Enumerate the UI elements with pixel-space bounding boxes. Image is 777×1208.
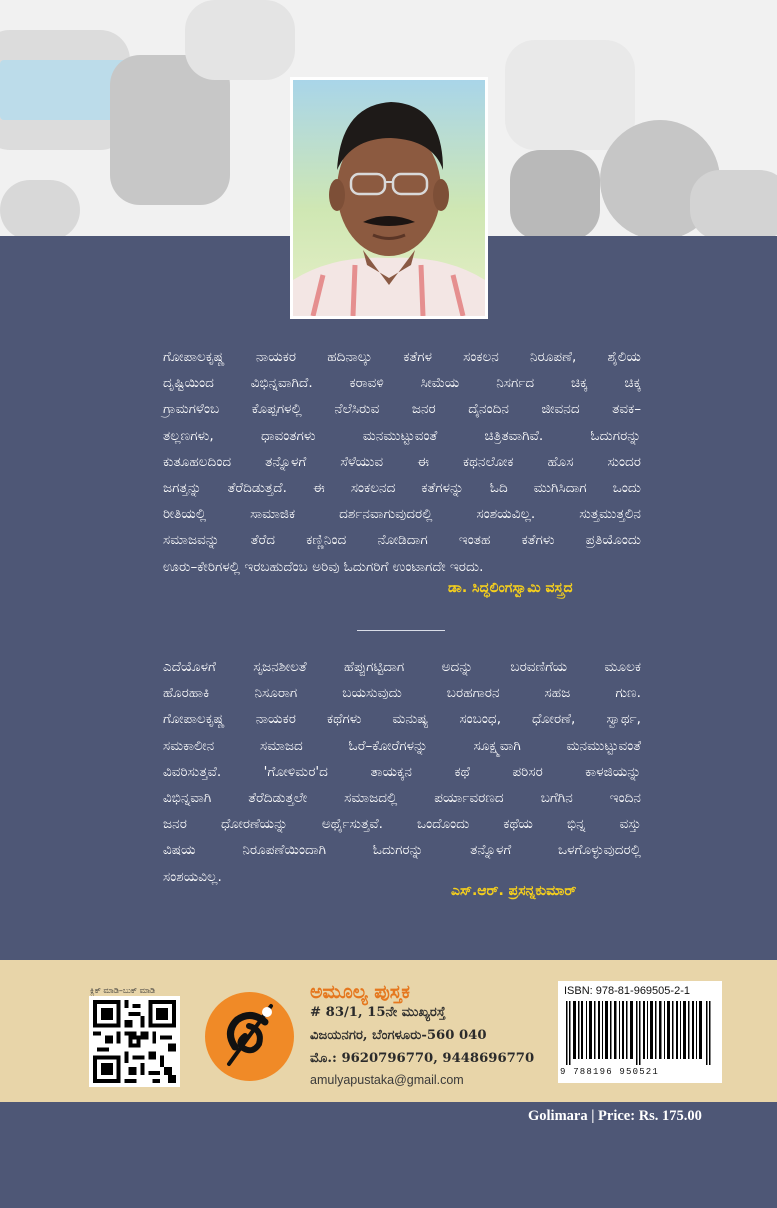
- blurb-line: ವಿವರಿಸುತ್ತವೆ. 'ಗೋಳಿಮರ'ದ ತಾಯಕ್ಕನ ಕಥೆ ಪರಿಸರ ಕಾಳಜಿಯನ್ನು: [163, 763, 641, 780]
- collage-shape: [0, 180, 80, 236]
- blurb-line: ಜಗತ್ತನ್ನು ತೆರೆದಿಡುತ್ತದೆ. ಈ ಸಂಕಲನದ ಕತೆಗಳನ್ನು ಓದಿ ಮುಗಿಸಿದಾಗ ಒಂದು: [163, 480, 641, 497]
- qr-code[interactable]: [89, 996, 180, 1087]
- blurb-line: ಹೊರಹಾಕಿ ನಿಸೂರಾಗ ಬಯಸುವುದು ಬರಹಗಾರನ ಸಹಜ ಗುಣ.: [163, 685, 641, 702]
- blurb-line: ದೃಷ್ಟಿಯಿಂದ ವಿಭಿನ್ನವಾಗಿದೆ. ಕರಾವಳಿ ಸೀಮೆಯ ನಿಸರ್ಗದ ಚಿಕ್ಕ ಚಿಕ್ಕ: [163, 375, 641, 392]
- blurb-line: ಎದೆಯೊಳಗೆ ಸೃಜನಶೀಲತೆ ಹೆಪ್ಪುಗಟ್ಟಿದಾಗ ಅದನ್ನು ಬರವಣಿಗೆಯ ಮೂಲಕ: [163, 659, 641, 675]
- blurb-line: ಸಮಕಾಲೀನ ಸಮಾಜದ ಓರೆ–ಕೋರೆಗಳನ್ನು ಸೂಕ್ಷ್ಮವಾಗಿ ಮನಮುಟ್ಟುವಂತೆ: [163, 737, 641, 754]
- author-portrait-icon: [293, 80, 485, 316]
- blurb-line: ವಿಭಿನ್ನವಾಗಿ ತೆರೆದಿಡುತ್ತಲೇ ಸಮಾಜದಲ್ಲಿ ಪರ್ಯಾವರಣದ ಬಗೆಗಿನ ಇಂದಿನ: [163, 790, 641, 807]
- blurb-line: ತಲ್ಲಣಗಳು, ಧಾವಂತಗಳು ಮನಮುಟ್ಟುವಂತೆ ಚಿತ್ರಿತವಾಗಿವೆ. ಓದುಗರನ್ನು: [163, 427, 641, 444]
- author-photo: [290, 77, 488, 319]
- collage-shape: [690, 170, 777, 236]
- isbn-barcode-box: [558, 981, 722, 1083]
- title-and-price: Golimara | Price: Rs. 175.00: [528, 1108, 702, 1124]
- blurb-line: ಕುತೂಹಲದಿಂದ ತನ್ನೊಳಗೆ ಸೆಳೆಯುವ ಈ ಕಥನಲೋಕ ಹೊಸ ಸುಂದರ: [163, 453, 641, 470]
- publisher-name: ಅಮೂಲ್ಯ ಪುಸ್ತಕ: [310, 981, 410, 1003]
- blurb-line: ಸಮಾಜವನ್ನು ತೆರೆದ ಕಣ್ಣಿನಿಂದ ನೋಡಿದಾಗ ಇಂತಹ ಕತೆಗಳು ಪ್ರತಿಯೊಂದು: [163, 532, 641, 549]
- blurb-line: ವಿಷಯ ನಿರೂಪಣೆಯಿಂದಾಗಿ ಓದುಗರನ್ನು ತನ್ನೊಳಗೆ ಒಳಗೊಳ್ಳುವುದರಲ್ಲಿ: [163, 842, 641, 859]
- isbn-label: ISBN: 978-81-969505-2-1: [564, 985, 690, 997]
- isbn-digits: 9 788196 950521: [560, 1067, 660, 1077]
- blurb-line: ಜನರ ಧೋರಣೆಯನ್ನು ಅರ್ಥೈಸುತ್ತವೆ. ಒಂದೊಂದು ಕಥೆಯ ಭಿನ್ನ ವಸ್ತು: [163, 816, 641, 833]
- blurb-primary-signature: ಡಾ. ಸಿದ್ಧಲಿಂಗಸ್ವಾಮಿ ವಸ್ತ್ರದ: [448, 580, 573, 596]
- blurb-line: ಗೋಪಾಲಕೃಷ್ಣ ನಾಯಕರ ಹದಿನಾಲ್ಕು ಕತೆಗಳ ಸಂಕಲನ ನಿರೂಪಣೆ, ಶೈಲಿಯ: [163, 349, 641, 365]
- section-divider: [357, 630, 445, 631]
- publisher-address-line2: ವಿಜಯನಗರ, ಬೆಂಗಳೂರು-560 040: [310, 1028, 487, 1043]
- publisher-email[interactable]: amulyapustaka@gmail.com: [310, 1073, 464, 1087]
- blurb-primary: [163, 344, 641, 580]
- blurb-line: ಗೋಪಾಲಕೃಷ್ಣ ನಾಯಕರ ಕಥೆಗಳು ಮನುಷ್ಯ ಸಂಬಂಧ, ಧೋರಣೆ, ಸ್ವಾರ್ಥ,: [163, 711, 641, 728]
- barcode-icon: [566, 1001, 714, 1065]
- stylized-ka-logo-icon: [205, 992, 294, 1081]
- blurb-line: ಊರು–ಕೇರಿಗಳಲ್ಲಿ ಇರಬಹುದೆಂಬ ಅರಿವು ಓದುಗರಿಗೆ ಉಂಟಾಗದೇ ಇರದು.: [163, 558, 484, 575]
- blurb-line: ಸಂಶಯವಿಲ್ಲ.: [163, 868, 222, 885]
- collage-shape: [185, 0, 295, 80]
- blurb-line: ರೀತಿಯಲ್ಲಿ ಸಾಮಾಜಿಕ ದರ್ಶನವಾಗುವುದರಲ್ಲಿ ಸಂಶಯವಿಲ್ಲ. ಸುತ್ತಮುತ್ತಲಿನ: [163, 506, 641, 523]
- publisher-logo: [205, 992, 294, 1081]
- qr-caption: ಕ್ಲಿಕ್ ಮಾಡಿ–ಬುಕ್ ಮಾಡಿ: [90, 986, 156, 995]
- publisher-phone: ಮೊ.: 9620796770, 9448696770: [310, 1051, 535, 1066]
- collage-shape: [505, 40, 635, 150]
- qr-code-icon: [93, 1000, 176, 1083]
- blurb-secondary-signature: ಎಸ್.ಆರ್. ಪ್ರಸನ್ನಕುಮಾರ್: [451, 883, 577, 899]
- blurb-secondary: [163, 654, 641, 890]
- collage-shape: [510, 150, 600, 236]
- blurb-line: ಗ್ರಾಮಗಳೆಂಬ ಕೊಪ್ಪಗಳಲ್ಲಿ ನೆಲೆಸಿರುವ ಜನರ ದೈನಂದಿನ ಜೀವನದ ತವಕ–: [163, 401, 641, 418]
- publisher-address-line1: # 83/1, 15ನೇ ಮುಖ್ಯರಸ್ತೆ: [310, 1005, 446, 1020]
